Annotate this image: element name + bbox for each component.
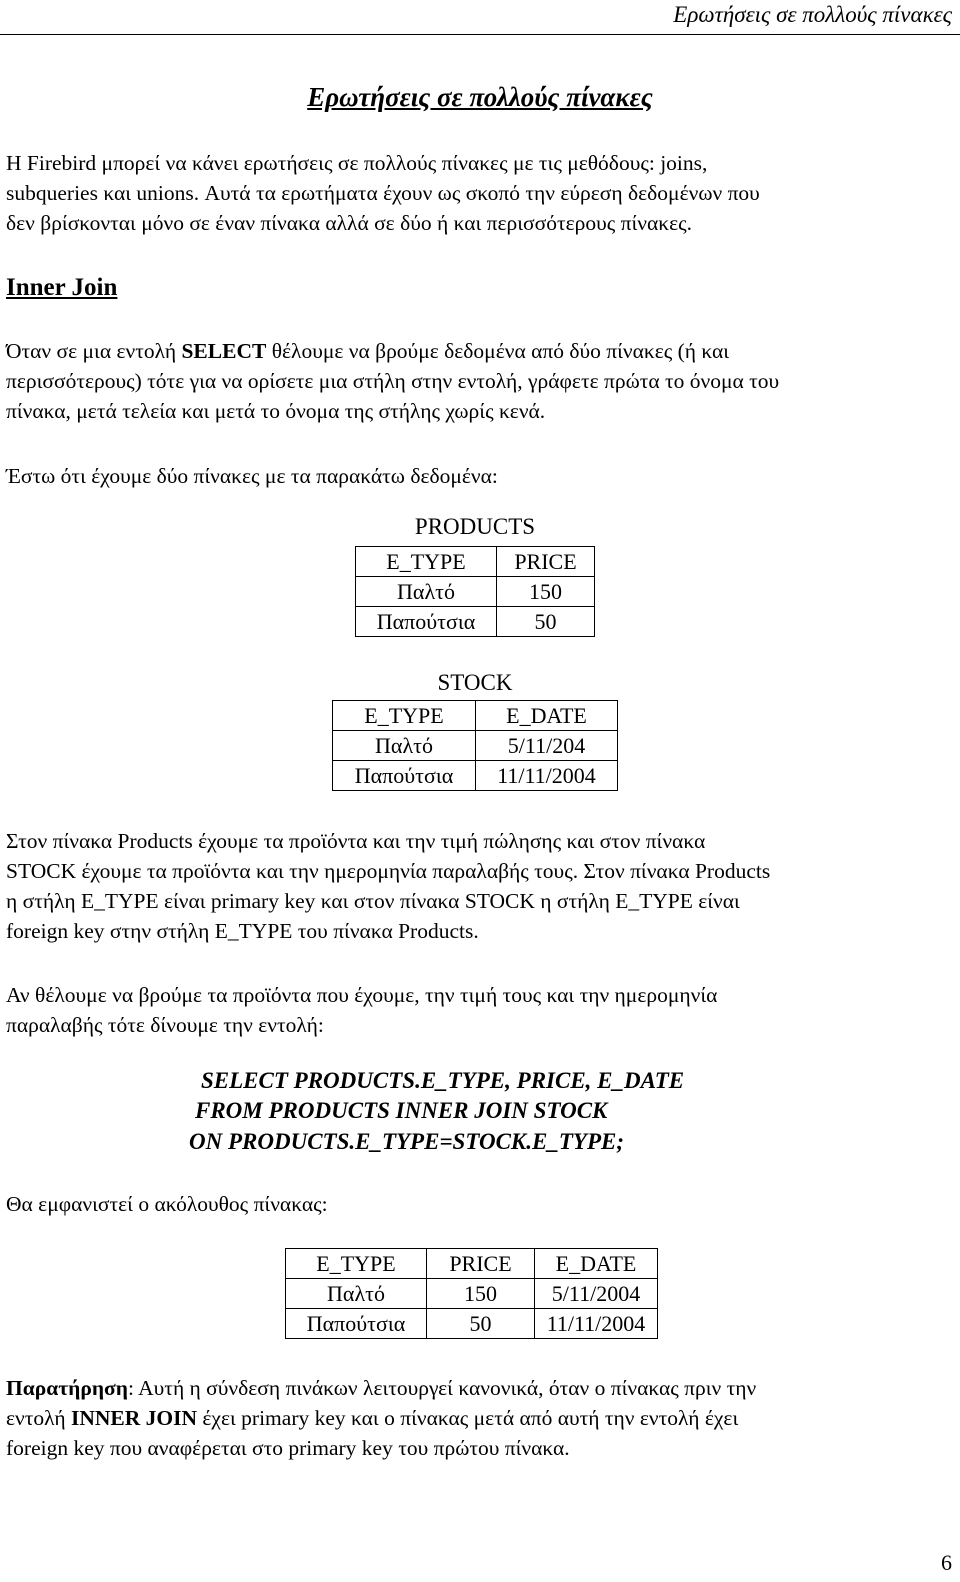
header-cell: E_TYPE bbox=[356, 547, 497, 577]
text-line: STOCK έχουμε τα προϊόντα και την ημερομηνία παραλαβής τους. Στον πίνακα Products bbox=[6, 859, 771, 883]
table-cell: 50 bbox=[497, 607, 595, 637]
products-caption: PRODUCTS bbox=[414, 514, 536, 539]
text-line: Αν θέλουμε να βρούμε τα προϊόντα που έχουμε, την τιμή τους και την ημερομηνία bbox=[6, 983, 718, 1007]
table-cell: 150 bbox=[427, 1279, 535, 1309]
table-header-row bbox=[356, 547, 595, 577]
table-header-row bbox=[286, 1249, 658, 1279]
table-cell: Παπούτσια bbox=[333, 761, 476, 791]
table-header-row bbox=[333, 701, 618, 731]
code-line: FROM PRODUCTS INNER JOIN STOCK bbox=[195, 1098, 608, 1123]
table-row bbox=[356, 577, 595, 607]
table-cell: 50 bbox=[427, 1309, 535, 1339]
note-label: Παρατήρηση bbox=[6, 1376, 128, 1400]
result-table bbox=[285, 1248, 658, 1339]
header-cell: E_DATE bbox=[476, 701, 618, 731]
text-line: foreign key στην στήλη E_TYPE του πίνακα Products. bbox=[6, 919, 479, 943]
intro-line: Η Firebird μπορεί να κάνει ερωτήσεις σε πολλούς πίνακες με τις μεθόδους: joins, bbox=[6, 151, 708, 175]
table-row bbox=[286, 1309, 658, 1339]
header-cell: E_DATE bbox=[535, 1249, 658, 1279]
text-line: Στον πίνακα Products έχουμε τα προϊόντα και την τιμή πώλησης και στον πίνακα bbox=[6, 829, 706, 853]
table-cell: 5/11/2004 bbox=[535, 1279, 658, 1309]
stock-caption: STOCK bbox=[437, 670, 513, 695]
table-cell: 5/11/204 bbox=[476, 731, 618, 761]
paragraph-select bbox=[6, 336, 954, 426]
header-cell: E_TYPE bbox=[333, 701, 476, 731]
keyword-select: SELECT bbox=[181, 339, 267, 363]
page-header bbox=[0, 0, 960, 35]
page-number: 6 bbox=[941, 1550, 952, 1575]
table-cell: Παλτό bbox=[356, 577, 497, 607]
header-title: Ερωτήσεις σε πολλούς πίνακες bbox=[673, 2, 952, 27]
stock-table bbox=[332, 700, 618, 791]
paragraph-products-stock bbox=[6, 826, 954, 946]
paragraph-example: Έστω ότι έχουμε δύο πίνακες με τα παρακάτω δεδομένα: bbox=[6, 464, 498, 488]
header-cell: PRICE bbox=[427, 1249, 535, 1279]
text: έχει primary key και ο πίνακας μετά από αυτή την εντολή έχει bbox=[197, 1406, 739, 1430]
keyword-inner-join: INNER JOIN bbox=[71, 1406, 198, 1430]
text: : Αυτή η σύνδεση πινάκων λειτουργεί κανονικά, όταν ο πίνακας πριν την bbox=[127, 1376, 757, 1400]
table-row bbox=[286, 1279, 658, 1309]
text: Όταν σε μια εντολή bbox=[6, 339, 182, 363]
table-cell: 11/11/2004 bbox=[535, 1309, 658, 1339]
table-cell: Παλτό bbox=[286, 1279, 427, 1309]
code-line: SELECT PRODUCTS.E_TYPE, PRICE, E_DATE bbox=[201, 1068, 685, 1093]
text-line: foreign key που αναφέρεται στο primary key του πρώτου πίνακα. bbox=[6, 1436, 570, 1460]
table-cell: 11/11/2004 bbox=[476, 761, 618, 791]
intro-line: δεν βρίσκονται μόνο σε έναν πίνακα αλλά σε δύο ή και περισσότερους πίνακες. bbox=[6, 211, 693, 235]
table-cell: Παλτό bbox=[333, 731, 476, 761]
header-cell: E_TYPE bbox=[286, 1249, 427, 1279]
text: θέλουμε να βρούμε δεδομένα από δύο πίνακες (ή και bbox=[266, 339, 730, 363]
table-row bbox=[333, 761, 618, 791]
page-title: Ερωτήσεις σε πολλούς πίνακες bbox=[307, 82, 653, 112]
header-cell: PRICE bbox=[497, 547, 595, 577]
section-heading: Inner Join bbox=[6, 274, 118, 301]
table-cell: 150 bbox=[497, 577, 595, 607]
text-line: περισσότερους) τότε για να ορίσετε μια στήλη στην εντολή, γράφετε πρώτα το όνομα του bbox=[6, 369, 780, 393]
text: εντολή bbox=[6, 1406, 71, 1430]
paragraph-result: Θα εμφανιστεί ο ακόλουθος πίνακας: bbox=[6, 1192, 328, 1216]
table-row bbox=[333, 731, 618, 761]
intro-paragraph bbox=[6, 148, 954, 238]
intro-line: subqueries και unions. Αυτά τα ερωτήματα έχουν ως σκοπό την εύρεση δεδομένων που bbox=[6, 181, 760, 205]
table-cell: Παπούτσια bbox=[286, 1309, 427, 1339]
note-paragraph bbox=[6, 1373, 954, 1463]
table-row bbox=[356, 607, 595, 637]
table-cell: Παπούτσια bbox=[356, 607, 497, 637]
paragraph-query-intro bbox=[6, 980, 954, 1040]
text-line: πίνακα, μετά τελεία και μετά το όνομα της στήλης χωρίς κενά. bbox=[6, 399, 546, 423]
text-line: παραλαβής τότε δίνουμε την εντολή: bbox=[6, 1013, 324, 1037]
products-table bbox=[355, 546, 595, 637]
code-line: ON PRODUCTS.E_TYPE=STOCK.E_TYPE; bbox=[189, 1129, 625, 1154]
text-line: η στήλη E_TYPE είναι primary key και στον πίνακα STOCK η στήλη E_TYPE είναι bbox=[6, 889, 740, 913]
